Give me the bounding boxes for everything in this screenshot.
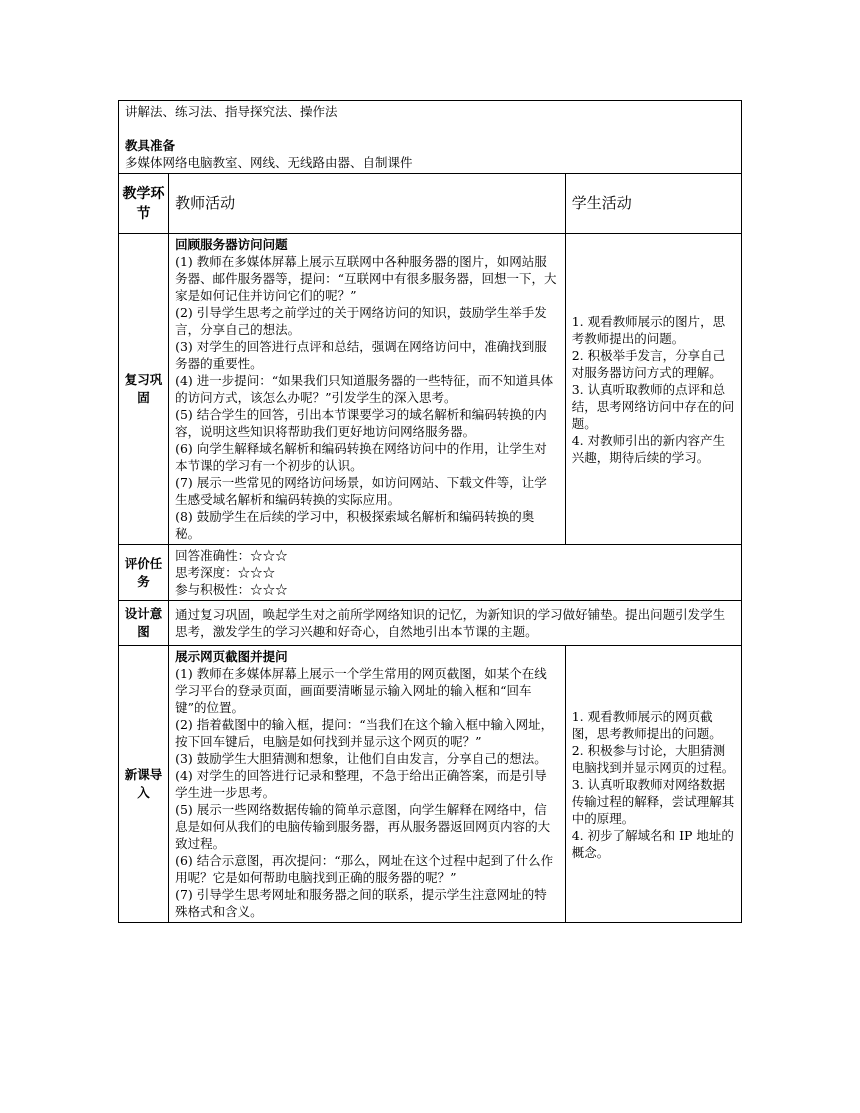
newlesson-item-5: (5) 展示一些网络数据传输的简单示意图，向学生解释在网络中，信息是如何从我们的电脑传输到服务器，再从服务器返回网页内容的大致过程。 [175, 802, 551, 851]
design-row [119, 601, 742, 646]
newlesson-item-3: (3) 鼓励学生大胆猜测和想象，让他们自由发言，分享自己的想法。 [175, 751, 547, 766]
review-item-3: (3) 对学生的回答进行点评和总结，强调在网络访问中，准确找到服务器的重要性。 [175, 339, 547, 371]
teaching-methods: 讲解法、练习法、指导探究法、操作法 [125, 104, 338, 119]
header-stage: 教学环节 [119, 174, 169, 234]
evaluation-item-1: 回答准确性：☆☆☆ [175, 548, 288, 563]
newlesson-item-6: (6) 结合示意图，再次提问：“那么，网址在这个过程中起到了什么作用呢？它是如何帮助电脑找到正确的服务器的呢？” [175, 853, 554, 885]
newlesson-item-2: (2) 指着截图中的输入框，提问：“当我们在这个输入框中输入网址，按下回车键后，电脑是如何找到并显示这个网页的呢？” [175, 717, 554, 749]
newlesson-item-7: (7) 引导学生思考网址和服务器之间的联系，提示学生注意网址的特殊格式和含义。 [175, 887, 547, 919]
newlesson-stage: 新课导入 [119, 646, 169, 923]
newlesson-title: 展示网页截图并提问 [175, 649, 288, 664]
newlesson-row [119, 646, 742, 923]
newlesson-student-4: 4. 初步了解域名和 IP 地址的概念。 [571, 827, 734, 860]
review-item-6: (6) 向学生解释域名解析和编码转换在网络访问中的作用，让学生对本节课的学习有一个初步的认识。 [175, 441, 547, 473]
evaluation-cell [169, 545, 742, 601]
header-row [119, 174, 742, 234]
evaluation-stage: 评价任务 [119, 545, 169, 601]
evaluation-item-2: 思考深度：☆☆☆ [175, 565, 276, 580]
review-item-7: (7) 展示一些常见的网络访问场景，如访问网站、下载文件等，让学生感受域名解析和编码转换的实际应用。 [175, 475, 547, 507]
design-text: 通过复习巩固，唤起学生对之前所学网络知识的记忆，为新知识的学习做好铺垫。提出问题引发学生思考，激发学生的学习兴趣和好奇心，自然地引出本节课的主题。 [169, 601, 742, 646]
evaluation-row [119, 545, 742, 601]
review-student-cell [565, 234, 741, 545]
newlesson-student-1: 1. 观看教师展示的网页截图，思考教师提出的问题。 [571, 708, 722, 741]
review-teacher-cell [169, 234, 566, 545]
review-item-5: (5) 结合学生的回答，引出本节课要学习的域名解析和编码转换的内容，说明这些知识将帮助我们更好地访问网络服务器。 [175, 407, 547, 439]
intro-cell [119, 101, 742, 174]
lesson-plan-table [118, 100, 742, 923]
header-student: 学生活动 [565, 174, 741, 234]
newlesson-item-4: (4) 对学生的回答进行记录和整理，不急于给出正确答案，而是引导学生进一步思考。 [175, 768, 547, 800]
review-student-2: 2. 积极举手发言，分享自己对服务器访问方式的理解。 [571, 347, 726, 380]
header-teacher: 教师活动 [169, 174, 566, 234]
review-title: 回顾服务器访问问题 [175, 237, 288, 252]
newlesson-item-1: (1) 教师在多媒体屏幕上展示一个学生常用的网页截图，如某个在线学习平台的登录页面，画面要清晰显示输入网址的输入框和“回车键”的位置。 [175, 666, 547, 715]
newlesson-teacher-cell [169, 646, 566, 923]
review-item-1: (1) 教师在多媒体屏幕上展示互联网中各种服务器的图片，如网站服务器、邮件服务器等，提问：“互联网中有很多服务器，回想一下，大家是如何记住并访问它们的呢？” [175, 254, 557, 303]
design-stage: 设计意图 [119, 601, 169, 646]
review-student-3: 3. 认真听取教师的点评和总结，思考网络访问中存在的问题。 [571, 381, 735, 431]
review-item-4: (4) 进一步提问：“如果我们只知道服务器的一些特征，而不知道具体的访问方式，该怎么办呢？”引发学生的深入思考。 [175, 373, 554, 405]
tools-heading: 教具准备 [125, 138, 176, 153]
review-student-4: 4. 对教师引出的新内容产生兴趣，期待后续的学习。 [571, 432, 726, 465]
review-stage: 复习巩固 [119, 234, 169, 545]
newlesson-student-3: 3. 认真听取教师对网络数据传输过程的解释，尝试理解其中的原理。 [571, 776, 735, 826]
intro-row [119, 101, 742, 174]
review-item-8: (8) 鼓励学生在后续的学习中，积极探索域名解析和编码转换的奥秘。 [175, 509, 535, 541]
newlesson-student-2: 2. 积极参与讨论，大胆猜测电脑找到并显示网页的过程。 [571, 742, 735, 775]
evaluation-item-3: 参与积极性：☆☆☆ [175, 582, 288, 597]
newlesson-student-cell [565, 646, 741, 923]
tools-text: 多媒体网络电脑教室、网线、无线路由器、自制课件 [125, 155, 413, 170]
review-student-1: 1. 观看教师展示的图片，思考教师提出的问题。 [571, 313, 726, 346]
review-row [119, 234, 742, 545]
review-item-2: (2) 引导学生思考之前学过的关于网络访问的知识，鼓励学生举手发言，分享自己的想法。 [175, 305, 547, 337]
